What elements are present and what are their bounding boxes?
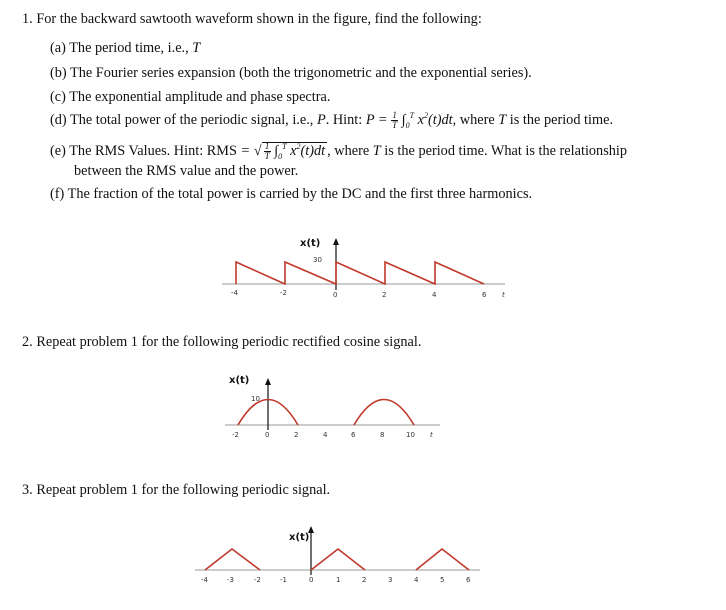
problem-1-intro: For the backward sawtooth waveform shown in the figure, find the following:	[36, 11, 482, 27]
fig2-t-label: t	[430, 431, 433, 439]
fig1-tick: 4	[432, 291, 437, 299]
fig2-ylabel: x(t)	[229, 375, 250, 386]
fig3-triangle	[416, 549, 469, 570]
fig1-tick: 0	[333, 291, 338, 299]
problem-3-text: Repeat problem 1 for the following periodic signal.	[36, 482, 331, 498]
item-label: (c)	[50, 89, 66, 105]
fig2-tick: 0	[265, 431, 270, 439]
fig1-ylabel: x(t)	[300, 238, 321, 249]
fig3-tick: -3	[227, 576, 234, 584]
fig3-tick: 4	[414, 576, 419, 584]
fig3-tick: 3	[388, 576, 393, 584]
math-var: T	[498, 111, 507, 128]
fig3-tick: 6	[466, 576, 471, 584]
item-label: (f)	[50, 186, 65, 202]
fig1-amp-label: 30	[313, 256, 322, 264]
problem-1-number: 1.	[22, 11, 33, 27]
fig3-triangle	[311, 549, 365, 570]
fig3-tick: 0	[309, 576, 314, 584]
fig3-ylabel: x(t)	[289, 532, 310, 543]
math-var: P	[316, 111, 326, 128]
problem-2-number: 2.	[22, 334, 33, 350]
fig3-triangle	[205, 549, 260, 570]
item-label: (d)	[50, 111, 67, 128]
fig3-tick: 1	[336, 576, 341, 584]
item-label: (a)	[50, 40, 66, 56]
item-text: The exponential amplitude and phase spectra.	[69, 89, 331, 105]
item-text: The period time, i.e.,	[69, 40, 193, 56]
item-text: The fraction of the total power is carried by the DC and the first three harmonics.	[67, 186, 533, 202]
fig2-tick: 6	[351, 431, 356, 439]
fig2-tick: 2	[294, 431, 299, 439]
problem-3-number: 3.	[22, 482, 33, 498]
math-var: T	[372, 142, 381, 159]
fig3-tick: 5	[440, 576, 445, 584]
power-formula: P = $\frac{1}{T}$ $\int_0^T$ $x^2(t)dt$	[365, 110, 453, 130]
fig1-t-label: t	[502, 291, 505, 299]
fig2-tick: 10	[406, 431, 415, 439]
item-text: The Fourier series expansion (both the trigonometric and the exponential series).	[70, 65, 532, 81]
fig1-tick: -2	[280, 289, 287, 297]
item-text: , where	[327, 142, 373, 159]
item-label: (b)	[50, 65, 67, 81]
problem-2-text: Repeat problem 1 for the following periodic rectified cosine signal.	[36, 334, 422, 350]
item-text: . Hint:	[325, 111, 366, 128]
item-text: , where	[452, 111, 499, 128]
rms-formula: = √ $\frac{1}{T}$ $\int_0^T$ $x^2(t)dt$	[240, 141, 326, 161]
fig2-tick: 8	[380, 431, 385, 439]
fig2-tick: 4	[323, 431, 328, 439]
fig1-tick: -4	[231, 289, 238, 297]
item-label: (e)	[50, 142, 66, 159]
fig3-tick: -2	[254, 576, 261, 584]
fig1-tick: 2	[382, 291, 387, 299]
fig3-tick: -4	[201, 576, 208, 584]
fig1-tick: 6	[482, 291, 487, 299]
item-1e-line2: between the RMS value and the power.	[74, 163, 299, 179]
math-var: T	[192, 40, 201, 56]
item-text: is the period time.	[506, 111, 614, 128]
fig2-tick: -2	[232, 431, 239, 439]
fig3-tick: 2	[362, 576, 367, 584]
fig2-amp-label: 10	[251, 395, 260, 403]
item-text: is the period time. What is the relationship	[380, 142, 628, 159]
item-text: The total power of the periodic signal, i.e.,	[70, 111, 317, 128]
item-text: The RMS Values. Hint: RMS	[69, 142, 241, 159]
fig3-tick: -1	[280, 576, 287, 584]
